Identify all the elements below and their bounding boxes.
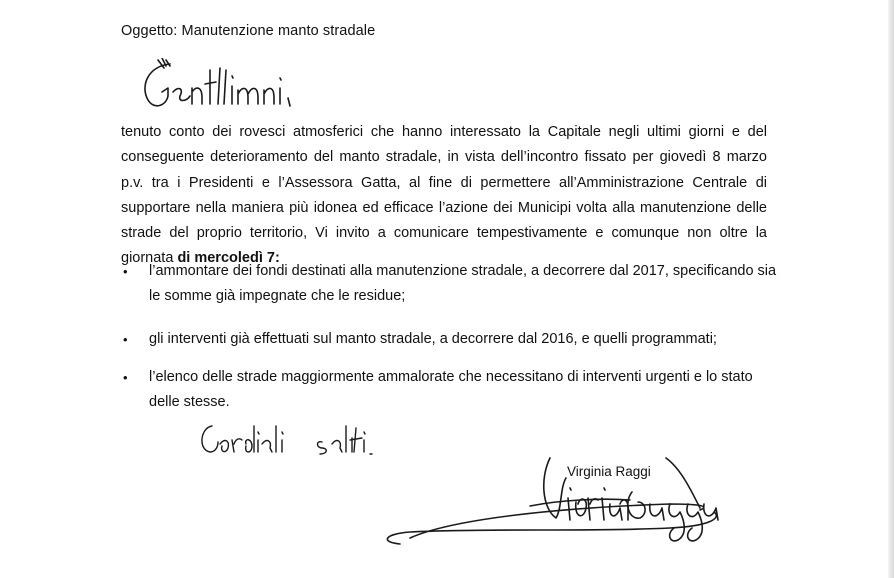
letter-subject: Oggetto: Manutenzione manto stradale [121, 23, 376, 39]
signatory-name: Virginia Raggi [567, 464, 651, 479]
deadline-text: di mercoledì 7: [177, 250, 280, 267]
letter-body [121, 120, 767, 272]
page-edge [888, 0, 894, 578]
handwritten-greeting [118, 58, 338, 118]
body-text: tenuto conto dei rovesci atmosferici che hanno interessato la Capitale negli ultimi giorni e del conseguente deterioramento del manto stradale, in vista dell’incontro fissato per giovedì 8 marzo p.v. tra i Presidenti e l’Assessora Gatta, al fine di permettere all’Amministrazione Centrale di supportare nella maniera più idonea ed efficace l’azione dei Municipi volta alla manutenzione delle strade del proprio territorio, Vi invito a comunicare tempestivamente e comunque non oltre la giornata [121, 124, 767, 267]
list-item: • l’ammontare dei fondi destinati alla manutenzione stradale, a decorrere dal 2017, specificando sia le somme già impegnate che le residue; [121, 259, 781, 310]
handwritten-signature [370, 448, 730, 558]
list-item: • l’elenco delle strade maggiormente ammalorate che necessitano di interventi urgenti e lo stato delle stesse. [121, 365, 781, 416]
list-item: • gli interventi già effettuati sul manto stradale, a decorrere dal 2016, e quelli programmati; [121, 327, 717, 352]
